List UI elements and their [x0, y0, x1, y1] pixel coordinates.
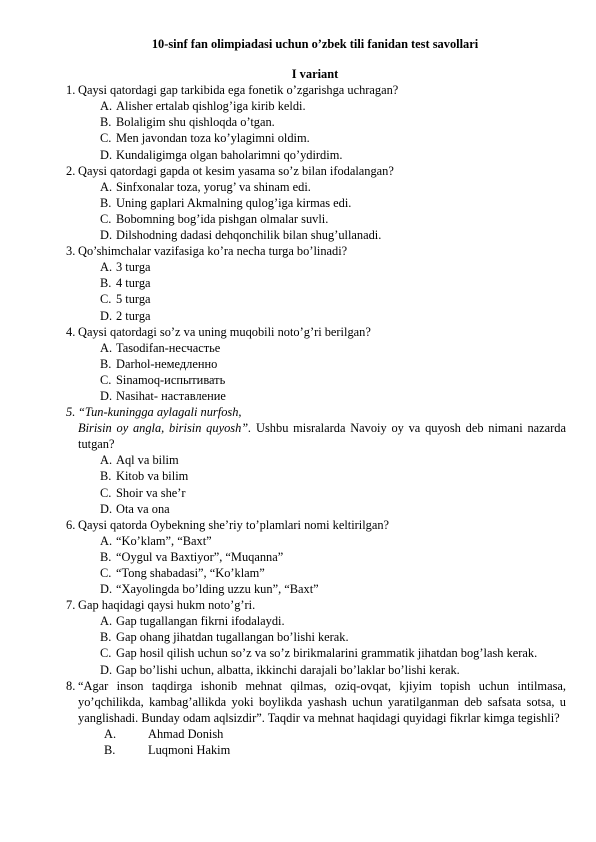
question-number: 8.	[66, 678, 76, 693]
option-letter: A.	[100, 340, 113, 355]
question-4	[66, 324, 566, 404]
option-text: “Oygul va Baxtiyor”, “Muqanna”	[116, 549, 284, 564]
option-text: Kundaligimga olgan baholarimni qo’ydirdim.	[116, 147, 343, 162]
option-c	[78, 211, 566, 227]
option-letter: D.	[100, 147, 113, 162]
question-number: 6.	[66, 517, 76, 532]
question-text: “Agar inson taqdirga ishonib mehnat qilmas, oziq-ovqat, kjiyim topish uchun intilmasa, yo’qchilikda, kambag’allikda yoki boylikda yashash uchun yaratilganman deb safsata sotsa, u yanglishadi. Bunday odam aqlsizdir”. Taqdir va mehnat haqidagi quyidagi fikrlar kimga tegishli?	[78, 678, 566, 725]
option-letter: A.	[100, 533, 113, 548]
option-text: Ahmad Donish	[148, 726, 224, 741]
question-text	[78, 420, 566, 452]
option-b	[78, 114, 566, 130]
option-a	[78, 98, 566, 114]
option-c	[78, 291, 566, 307]
option-b	[78, 742, 566, 758]
option-letter: A.	[100, 260, 113, 275]
page-title: 10-sinf fan olimpiadasi uchun o’zbek tili fanidan test savollari	[151, 37, 479, 51]
option-letter: C.	[100, 372, 112, 387]
option-a	[78, 726, 566, 742]
option-text: 2 turga	[116, 308, 151, 323]
option-text: Sinfxonalar toza, yorug’ va shinam edi.	[116, 179, 311, 194]
option-d	[78, 308, 566, 324]
question-number: 4.	[66, 324, 76, 339]
option-d	[78, 581, 566, 597]
option-text: Shoir va she’r	[116, 485, 186, 500]
option-letter: B.	[100, 195, 112, 210]
option-letter: C.	[100, 292, 112, 307]
option-letter: A.	[100, 99, 113, 114]
option-a	[78, 259, 566, 275]
option-text: Ota va ona	[116, 501, 170, 516]
question-text: Qo’shimchalar vazifasiga ko’ra necha turga bo’linadi?	[78, 244, 348, 259]
question-number: 2.	[66, 163, 76, 178]
option-c	[78, 130, 566, 146]
option-letter: B.	[100, 115, 112, 130]
question-number: 1.	[66, 83, 76, 98]
option-letter: B.	[104, 743, 116, 758]
options-list	[78, 726, 566, 758]
option-text: Dilshodning dadasi dehqonchilik bilan shug’ullanadi.	[116, 228, 382, 243]
option-text: “Xayolingda bo’lding uzzu kun”, “Baxt”	[116, 582, 319, 597]
option-a	[78, 613, 566, 629]
question-verse-line-2: Birisin oy angla, birisin quyosh”.	[78, 421, 252, 436]
option-b	[78, 195, 566, 211]
question-1	[66, 82, 566, 162]
option-text: Tasodifan-несчастье	[116, 340, 221, 355]
option-letter: D.	[100, 388, 113, 403]
question-2	[66, 163, 566, 243]
option-letter: A.	[100, 614, 113, 629]
option-letter: A.	[104, 726, 117, 741]
question-text: Gap haqidagi qaysi hukm noto’g’ri.	[78, 598, 256, 613]
option-text: 4 turga	[116, 276, 151, 291]
option-text: “Tong shabadasi”, “Ko’klam”	[116, 566, 265, 580]
variant-heading: I variant	[291, 67, 339, 82]
option-text: Men javondan toza ko’ylagimni oldim.	[116, 131, 310, 146]
option-d	[78, 662, 566, 678]
option-a	[78, 452, 566, 468]
option-letter: A.	[100, 453, 113, 468]
option-b	[78, 356, 566, 372]
option-text: Gap bo’lishi uchun, albatta, ikkinchi darajali bo’laklar bo’lishi kerak.	[116, 662, 460, 677]
question-6	[66, 517, 566, 597]
option-text: Darhol-немедленно	[116, 356, 218, 371]
option-b	[78, 468, 566, 484]
option-text: 3 turga	[116, 260, 151, 275]
option-letter: C.	[100, 485, 112, 500]
options-list	[78, 533, 566, 597]
option-letter: A.	[100, 179, 113, 194]
option-text: “Ko’klam”, “Baxt”	[116, 533, 212, 548]
question-number: 3.	[66, 244, 76, 259]
question-text: Qaysi qatordagi gapda ot kesim yasama so’z bilan ifodalangan?	[78, 163, 394, 178]
option-text: Uning gaplari Akmalning qulog’iga kirmas edi.	[116, 195, 352, 210]
option-letter: D.	[100, 582, 113, 597]
question-number: 5.	[66, 405, 76, 420]
question-text: Qaysi qatordagi so’z va uning muqobili noto’g’ri berilgan?	[78, 324, 371, 339]
question-5	[66, 404, 566, 517]
option-d	[78, 501, 566, 517]
option-letter: D.	[100, 308, 113, 323]
options-list	[78, 613, 566, 677]
option-letter: B.	[100, 276, 112, 291]
option-letter: B.	[100, 356, 112, 371]
option-c	[78, 645, 566, 661]
option-text: Gap tugallangan fikrni ifodalaydi.	[116, 614, 285, 629]
option-a	[78, 340, 566, 356]
option-letter: D.	[100, 662, 113, 677]
options-list	[78, 98, 566, 162]
option-text: Alisher ertalab qishlog’iga kirib keldi.	[116, 99, 306, 114]
options-list	[78, 340, 566, 404]
option-text: 5 turga	[116, 292, 151, 307]
option-letter: C.	[100, 211, 112, 226]
option-c	[78, 372, 566, 388]
option-text: Bolaligim shu qishloqda o’tgan.	[116, 115, 275, 130]
option-letter: C.	[100, 646, 112, 661]
option-text: Kitob va bilim	[116, 469, 189, 484]
question-number: 7.	[66, 598, 76, 613]
option-letter: B.	[100, 549, 112, 564]
option-c	[78, 485, 566, 501]
option-a	[78, 179, 566, 195]
option-b	[78, 549, 566, 565]
option-letter: D.	[100, 228, 113, 243]
option-text: Bobomning bog’ida pishgan olmalar suvli.	[116, 211, 329, 226]
option-d	[78, 227, 566, 243]
option-letter: B.	[100, 630, 112, 645]
question-8	[66, 678, 566, 758]
option-d	[78, 147, 566, 163]
question-verse-line-1: “Tun-kuningga aylagali nurfosh,	[78, 405, 242, 420]
question-text: Qaysi qatorda Oybekning she’riy to’plamlari nomi keltirilgan?	[78, 517, 390, 532]
question-7	[66, 597, 566, 677]
option-text: Sinamoq-испытивать	[116, 372, 226, 387]
option-c	[78, 565, 566, 581]
option-letter: D.	[100, 501, 113, 516]
option-text: Gap ohang jihatdan tugallangan bo’lishi kerak.	[116, 630, 349, 645]
options-list	[78, 259, 566, 323]
option-text: Aql va bilim	[116, 453, 179, 468]
option-text: Luqmoni Hakim	[148, 743, 231, 758]
option-a	[78, 533, 566, 549]
option-text: Nasihat- наставление	[116, 388, 226, 403]
option-b	[78, 275, 566, 291]
option-b	[78, 629, 566, 645]
question-3	[66, 243, 566, 323]
options-list	[78, 452, 566, 516]
option-text: Gap hosil qilish uchun so’z va so’z birikmalarini grammatik jihatdan bog’lash kerak.	[116, 646, 538, 661]
option-letter: C.	[100, 131, 112, 146]
question-text: Qaysi qatordagi gap tarkibida ega fonetik o’zgarishga uchragan?	[78, 83, 399, 98]
question-prompt: Ushbu misralarda Navoiy oy va quyosh deb nimani nazarda tutgan?	[78, 421, 566, 452]
options-list	[78, 179, 566, 243]
option-letter: C.	[100, 566, 112, 580]
option-d	[78, 388, 566, 404]
option-letter: B.	[100, 469, 112, 484]
